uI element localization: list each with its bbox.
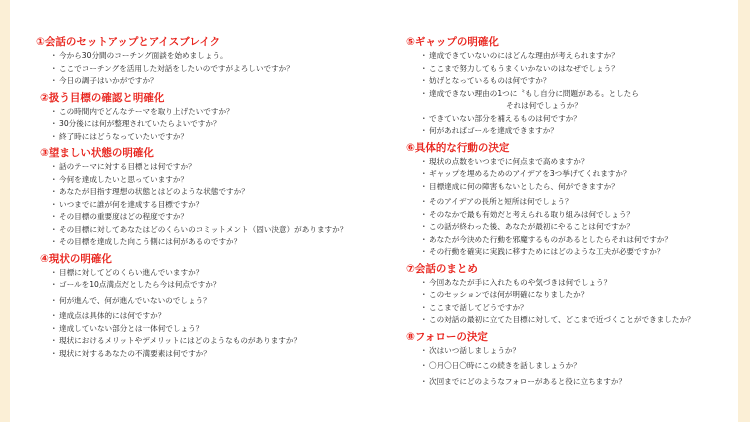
question-list [36, 267, 391, 361]
question-item [420, 302, 736, 315]
question-list [406, 277, 736, 327]
bullet: ・ [50, 311, 58, 320]
question-list [36, 161, 391, 249]
question-text: この話が終わった後、あなたが最初にやることは何ですか？ [429, 222, 634, 231]
bullet: ・ [420, 277, 428, 287]
bullet: ・ [420, 222, 428, 231]
question-item [420, 246, 736, 259]
question-item [420, 345, 736, 358]
question-text: 現状に対するあなたの不満要素は何ですか？ [59, 348, 211, 358]
question-item [50, 310, 391, 323]
question-text: この対話の最初に立てた目標に対して、どこまで近づくことができましたか？ [429, 315, 695, 324]
question-item [420, 50, 736, 63]
question-item [420, 314, 736, 327]
question-text: 現状におけるメリットやデメリットにはどのようなものがありますか？ [59, 336, 302, 345]
question-list [406, 345, 736, 389]
bullet: ・ [50, 295, 58, 305]
bullet: ・ [420, 361, 428, 370]
question-item [50, 236, 391, 249]
section-title: ⑧フォローの決定 [406, 330, 488, 343]
question-text: 次はいつ話しましょうか？ [429, 345, 521, 355]
bullet: ・ [420, 181, 428, 191]
question-text: 今から30分間のコーチング面談を始めましょう。 [59, 51, 228, 60]
question-item [420, 75, 736, 88]
bullet: ・ [50, 336, 58, 345]
bullet: ・ [420, 234, 428, 244]
section-title: ④現状の明確化 [40, 252, 112, 265]
question-text: 終了時にはどうなっていたいですか？ [59, 131, 189, 141]
question-text: 何があればゴールを達成できますか？ [429, 126, 558, 135]
bullet: ・ [420, 209, 428, 219]
question-item [50, 161, 391, 174]
question-item [50, 335, 391, 348]
question-text: 話のテーマに対する目標とは何ですか？ [59, 162, 196, 171]
question-item [420, 376, 736, 389]
question-text: できていない部分を補えるものは何ですか？ [429, 113, 581, 123]
question-text: このセッションでは何が明確になりましたか？ [429, 290, 589, 299]
question-text: ゴールを10点満点だとしたら今は何点ですか？ [59, 280, 221, 289]
question-text: その目標の重要度はどの程度ですか？ [59, 212, 189, 221]
right-column [406, 36, 736, 392]
question-text: 今何を達成したいと思っていますか？ [59, 174, 189, 184]
question-item [50, 224, 391, 237]
question-text: その行動を確実に実践に移すためにはどのような工夫が必要ですか？ [429, 247, 665, 256]
question-text: 何が進んで、何が進んでいないのでしょう？ [59, 295, 211, 305]
question-item [50, 211, 391, 224]
question-item [420, 113, 736, 126]
question-item [420, 156, 736, 169]
question-item [50, 75, 391, 88]
question-text: ここでコーチングを活用した対話をしたいのですがよろしいですか？ [59, 63, 294, 73]
bullet: ・ [50, 76, 58, 85]
section-title: ③望ましい状態の明確化 [40, 147, 154, 159]
question-item [50, 267, 391, 280]
section-follow-up [406, 331, 736, 389]
question-item [50, 295, 391, 308]
bullet: ・ [50, 237, 58, 246]
bullet: ・ [50, 162, 58, 171]
question-item [50, 174, 391, 187]
question-list [36, 106, 391, 144]
question-item [420, 88, 736, 101]
question-text: ここまで話してどうですか？ [429, 302, 528, 312]
section-title: ⑤ギャップの明確化 [406, 36, 499, 48]
bullet: ・ [420, 247, 428, 256]
question-text: 達成点は具体的には何ですか？ [59, 311, 166, 320]
bullet: ・ [420, 345, 428, 355]
question-item [420, 181, 736, 194]
section-title: ⑥具体的な行動の決定 [406, 141, 510, 154]
bullet: ・ [50, 323, 58, 333]
question-item [50, 50, 391, 63]
question-text: 30分後には何が整理されていたらよいですか？ [59, 119, 221, 128]
question-text: この時間内でどんなテーマを取り上げたいですか？ [59, 106, 234, 116]
section-title: ②扱う目標の確認と明確化 [40, 91, 165, 104]
section-setup [36, 36, 391, 88]
question-text: 目標に対してどのくらい進んでいますか？ [59, 267, 204, 277]
bullet: ・ [420, 88, 428, 98]
question-text: その目標を達成した向こう側には何があるのですか？ [59, 237, 242, 246]
bullet: ・ [50, 199, 58, 209]
question-text: そのアイデアの長所と短所は何でしょう？ [429, 197, 573, 206]
question-item [420, 125, 736, 138]
question-item [420, 289, 736, 302]
question-text: ここまで努力してもうまくいかないのはなぜでしょう？ [429, 63, 619, 73]
question-item [420, 63, 736, 76]
question-item [420, 209, 736, 222]
question-item [50, 63, 391, 76]
question-text: そのなかで最も有効だと考えられる取り組みは何でしょう？ [429, 209, 635, 219]
bullet: ・ [420, 169, 428, 178]
bullet: ・ [420, 63, 428, 73]
left-column [36, 36, 391, 364]
question-item [50, 118, 391, 131]
bullet: ・ [50, 212, 58, 221]
question-item [50, 323, 391, 336]
question-item [50, 131, 391, 144]
question-text: その目標に対してあなたはどのくらいのコミットメント（固い決意）がありますか？ [59, 224, 348, 234]
bullet: ・ [50, 187, 58, 196]
bullet: ・ [420, 315, 428, 324]
question-text: 目標達成に何の障害もないとしたら、何ができますか？ [429, 181, 619, 191]
bullet: ・ [50, 348, 58, 358]
bullet: ・ [420, 76, 428, 85]
section-goal-confirmation [36, 92, 391, 144]
question-item-continued [420, 100, 736, 113]
question-text: あなたが目指す理想の状態とはどのような状態ですか？ [59, 187, 249, 196]
question-item [50, 279, 391, 292]
question-item [420, 360, 736, 373]
bullet: ・ [420, 113, 428, 123]
question-text: 〇月〇日〇時にこの続きを話しましょうか？ [429, 361, 581, 370]
question-item [420, 277, 736, 290]
bullet: ・ [50, 51, 58, 60]
question-text: 今日の調子はいかがですか？ [59, 76, 158, 85]
question-item [50, 186, 391, 199]
bullet: ・ [420, 302, 428, 312]
question-list [36, 50, 391, 88]
bullet: ・ [420, 156, 428, 166]
bullet: ・ [50, 267, 58, 277]
question-text: いつまでに誰が何を達成する目標ですか？ [59, 199, 204, 209]
bullet: ・ [420, 51, 428, 60]
question-text: 達成していない部分とは一体何でしょう？ [59, 323, 204, 333]
section-current-state [36, 253, 391, 361]
section-summary [406, 263, 736, 327]
section-gap [406, 36, 736, 138]
question-text: 今回あなたが手に入れたものや気づきは何でしょう？ [429, 277, 612, 287]
question-text: 達成できていないのにはどんな理由が考えられますか？ [429, 51, 619, 60]
question-list [406, 156, 736, 259]
question-item [420, 221, 736, 234]
bullet: ・ [50, 106, 58, 116]
question-item [50, 106, 391, 119]
bullet: ・ [50, 119, 58, 128]
bullet: ・ [50, 224, 58, 234]
question-item [50, 348, 391, 361]
question-item [420, 234, 736, 247]
question-text: それは何でしょうか？ [506, 101, 582, 110]
question-text: 妨げとなっているものは何ですか？ [429, 76, 551, 85]
bullet: ・ [50, 63, 58, 73]
question-item [420, 168, 736, 181]
bullet: ・ [420, 126, 428, 135]
section-title: ⑦会話のまとめ [406, 262, 478, 275]
bullet: ・ [420, 290, 428, 299]
question-item [50, 199, 391, 212]
question-item [420, 196, 736, 209]
document-page [10, 0, 738, 422]
bullet: ・ [420, 197, 428, 206]
bullet: ・ [50, 280, 58, 289]
question-text: あなたが今決めた行動を邪魔するものがあるとしたらそれは何ですか？ [429, 234, 672, 244]
bullet: ・ [420, 376, 428, 386]
question-list [406, 50, 736, 138]
question-text: 達成できない理由の1つに〝もし自分に問題がある〟としたら [429, 88, 639, 98]
question-text: 次回までにどのようなフォローがあると役に立ちますか？ [429, 376, 627, 386]
bullet: ・ [50, 131, 58, 141]
section-action-plan [406, 142, 736, 259]
question-text: ギャップを埋めるためのアイデアを3つ挙げてくれますか？ [429, 169, 631, 178]
bullet: ・ [50, 174, 58, 184]
question-text: 現状の点数をいつまでに何点まで高めますか？ [429, 156, 589, 166]
section-desired-state [36, 147, 391, 249]
section-title: ①会話のセットアップとアイスブレイク [36, 36, 221, 48]
